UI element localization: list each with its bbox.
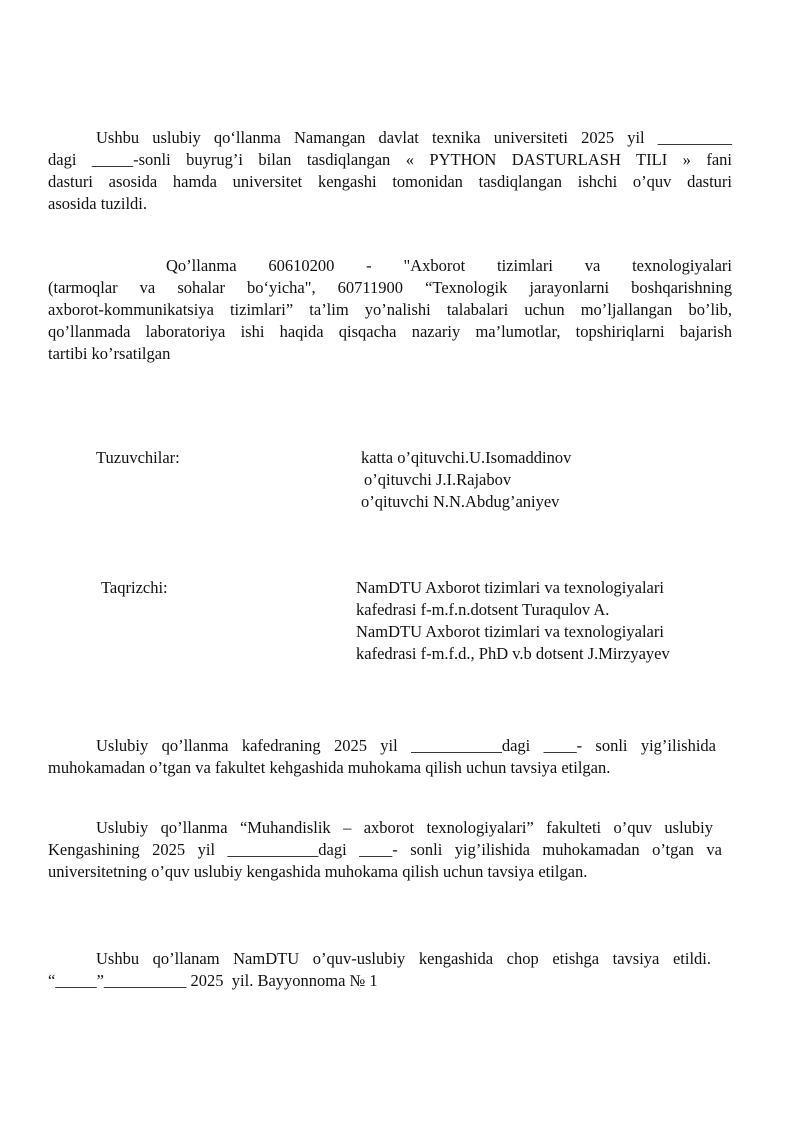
reviewer-line: NamDTU Axborot tizimlari va texnologiyalari [356, 622, 664, 641]
intro-line-3: dasturi asosida hamda universitet kengashi tomonidan tasdiqlangan ishchi o’quv dasturi [48, 172, 732, 191]
dept-line-1: Uslubiy qo’llanma kafedraning 2025 yil ___________dagi ____- sonli yig’ilishida [96, 736, 716, 755]
intro-line-1: Ushbu uslubiy qo‘llanma Namangan davlat texnika universiteti 2025 yil _________ [96, 128, 732, 147]
faculty-line-3: universitetning o’quv uslubiy kengashida muhokama qilish uchun tavsiya etilgan. [48, 862, 588, 881]
faculty-line-2: Kengashining 2025 yil ___________dagi ____- sonli yig’ilishida muhokamadan o’tgan va [48, 840, 722, 859]
authors-label: Tuzuvchilar: [96, 448, 180, 467]
reviewers-label: Taqrizchi: [101, 578, 168, 597]
reviewer-line: kafedrasi f-m.f.n.dotsent Turaqulov A. [356, 600, 610, 619]
dept-line-2: muhokamadan o’tgan va fakultet kehgashida muhokama qilish uchun tavsiya etilgan. [48, 758, 611, 777]
scope-line-3: axborot-kommunikatsiya tizimlari” ta’lim yo’nalishi talabalari uchun mo’ljallangan bo’lib, [48, 300, 732, 319]
intro-line-4: asosida tuzildi. [48, 194, 147, 213]
scope-line-2: (tarmoqlar va sohalar bo‘yicha", 60711900 “Texnologik jarayonlarni boshqarishning [48, 278, 732, 297]
council-line-2: “_____”__________ 2025 yil. Bayyonnoma № 1 [48, 971, 378, 990]
council-line-1: Ushbu qo’llanam NamDTU o’quv-uslubiy kengashida chop etishga tavsiya etildi. [96, 949, 711, 968]
scope-line-1: Qo’llanma 60610200 - "Axborot tizimlari va texnologiyalari [166, 256, 732, 275]
scope-line-5: tartibi ko’rsatilgan [48, 344, 171, 363]
author-name: o’qituvchi N.N.Abdug’aniyev [361, 492, 560, 511]
faculty-line-1: Uslubiy qo’llanma “Muhandislik – axborot texnologiyalari” fakulteti o’quv uslubiy [96, 818, 713, 837]
author-name: katta o’qituvchi.U.Isomaddinov [361, 448, 572, 467]
reviewer-line: kafedrasi f-m.f.d., PhD v.b dotsent J.Mirzyayev [356, 644, 670, 663]
reviewer-line: NamDTU Axborot tizimlari va texnologiyalari [356, 578, 664, 597]
scope-line-4: qo’llanmada laboratoriya ishi haqida qisqacha nazariy ma’lumotlar, topshiriqlarni bajarish [48, 322, 732, 341]
author-name: o’qituvchi J.I.Rajabov [364, 470, 512, 489]
intro-line-2: dagi _____-sonli buyrug’i bilan tasdiqlangan « PYTHON DASTURLASH TILI » fani [48, 150, 732, 169]
